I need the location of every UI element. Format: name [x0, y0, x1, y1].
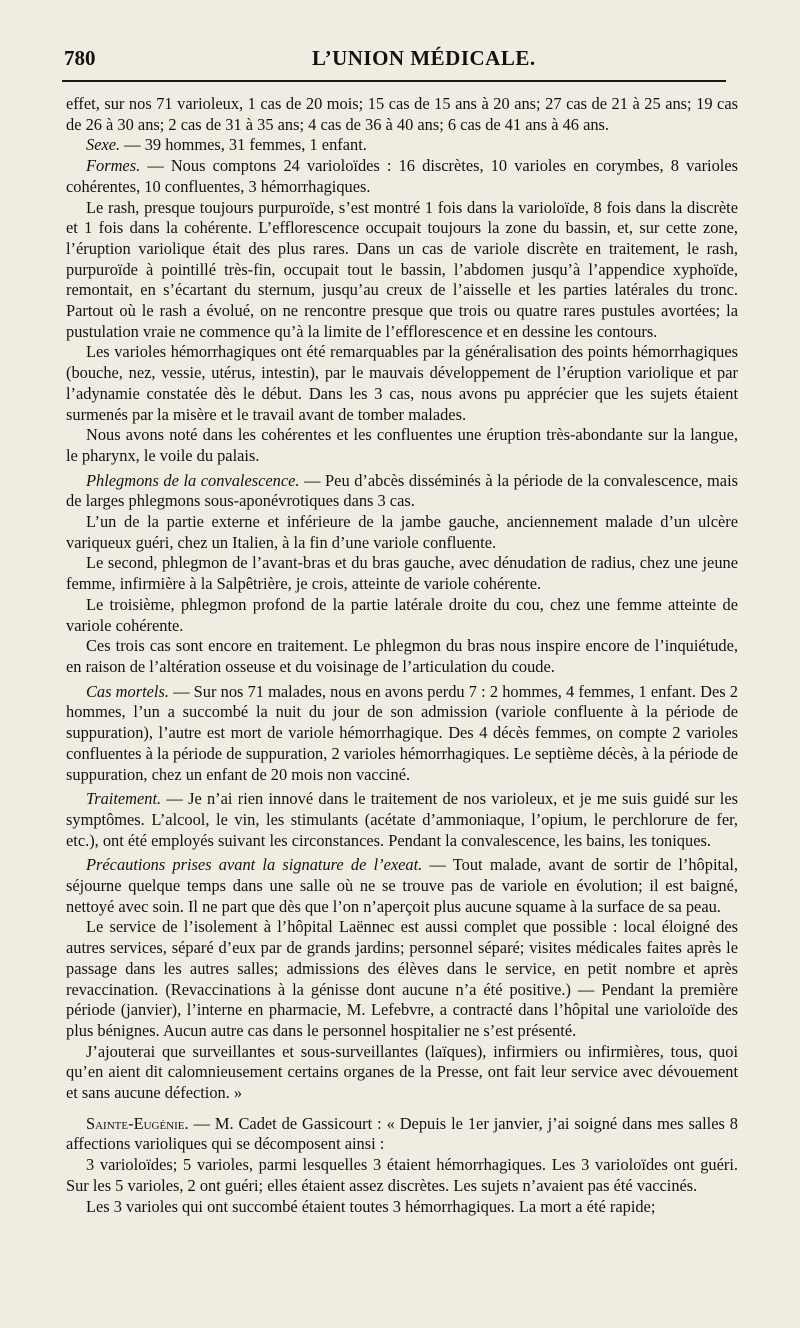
paragraph: J’ajouterai que surveillantes et sous-surveillantes (laïques), infirmiers ou infirmières, tous, quoi qu’en aient dit calomnieusement certains organes de la Presse, ont fait leur service avec dévouement et sans aucune défection. » [66, 1041, 738, 1103]
paragraph: Le troisième, phlegmon profond de la partie latérale droite du cou, chez une femme atteinte de variole cohérente. [66, 594, 738, 635]
paragraph: Précautions prises avant la signature de l’exeat. — Tout malade, avant de sortir de l’hôpital, séjourne quelque temps dans une salle où ne se trouve pas de variole en évolution; il est baigné, nettoyé avec soin. Il ne part que dès que l’on n’aperçoit plus aucune squame à la surface de sa peau. [66, 855, 738, 916]
paragraph: Phlegmons de la convalescence. — Peu d’abcès disséminés à la période de la convalescence, mais de larges phlegmons sous-aponévrotiques dans 3 cas. [66, 470, 739, 511]
paragraph: Formes. — Nous comptons 24 varioloïdes : 16 discrètes, 10 varioles en corymbes, 8 varioles cohérentes, 10 confluentes, 3 hémorrhagiques. [66, 156, 738, 196]
paragraph: Sainte-Eugénie. — M. Cadet de Gassicourt : « Depuis le 1er janvier, j’ai soigné dans mes salles 8 affections varioliques qui se décomposent ainsi : [66, 1113, 738, 1154]
body-text [66, 94, 738, 1217]
paragraph: Ces trois cas sont encore en traitement. Le phlegmon du bras nous inspire encore de l’inquiétude, en raison de l’altération osseuse et du voisinage de l’articulation du coude. [66, 636, 738, 676]
paragraph: Nous avons noté dans les cohérentes et les confluentes une éruption très-abondante sur la langue, le pharynx, le voile du palais. [66, 425, 738, 465]
paragraph: Le second, phlegmon de l’avant-bras et du bras gauche, avec dénudation de radius, chez une jeune femme, infirmière à la Salpêtrière, je crois, atteinte de variole cohérente. [66, 553, 738, 594]
page-number: 780 [64, 46, 96, 70]
page-header [62, 44, 740, 76]
paragraph: Cas mortels. — Sur nos 71 malades, nous en avons perdu 7 : 2 hommes, 4 femmes, 1 enfant. Des 2 hommes, l’un a succombé la nuit du jour de son admission (variole confluente à la période de suppuration), l’autre est mort de variole hémorrhagique. Des 4 décès femmes, on compte 2 varioles confluentes à la période de suppuration, 2 varioles hémorrhagiques. Le septième décès, à la période de suppuration, chez un enfant de 20 mois non vacciné. [66, 681, 738, 784]
paragraph: effet, sur nos 71 varioleux, 1 cas de 20 mois; 15 cas de 15 ans à 20 ans; 27 cas de 21 à 25 ans; 19 cas de 26 à 30 ans; 2 cas de 31 à 35 ans; 4 cas de 36 à 40 ans; 6 cas de 41 ans à 46 ans. [66, 94, 738, 134]
paragraph: Traitement. — Je n’ai rien innové dans le traitement de nos varioleux, et je me suis guidé sur les symptômes. L’alcool, le vin, les stimulants (acétate d’ammoniaque, l’opium, le perchlorure de fer, etc.), ont été employés suivant les circonstances. Pendant la convalescence, les bains, les toniques. [66, 789, 738, 850]
paragraph: Le rash, presque toujours purpuroïde, s’est montré 1 fois dans la varioloïde, 8 fois dans la discrète et 1 fois dans la cohérente. L’efflorescence occupait toujours la zone du bassin, et, sur cette zone, l’éruption variolique était des plus rares. Dans un cas de variole discrète en traitement, le rash, purpuroïde à pointillé très-fin, occupait tout le bassin, l’abdomen jusqu’à l’appendice xyphoïde, remontait, en s’écartant du sternum, jusqu’au creux de l’aisselle et les parties latérales du tronc. Partout où le rash a évolué, on ne rencontre presque que trois ou quatre rares pustules avortées; la pustulation vraie ne commence qu’à la limite de l’efflorescence et en dessine les contours. [66, 197, 738, 341]
paragraph: Les varioles hémorrhagiques ont été remarquables par la généralisation des points hémorrhagiques (bouche, nez, vessie, utérus, intestin), par le mauvais développement de l’éruption variolique et par l’adynamie constatée dès le début. Dans les 3 cas, nous avons pu apprécier que les sujets étaient surmenés par la misère et le travail avant de tomber malades. [66, 342, 738, 424]
header-rule [62, 80, 726, 82]
paragraph: Les 3 varioles qui ont succombé étaient toutes 3 hémorrhagiques. La mort a été rapide; [86, 1196, 656, 1216]
paragraph: Le service de l’isolement à l’hôpital Laënnec est aussi complet que possible : local éloigné des autres services, séparé d’eux par de grands jardins; personnel séparé; visites médicales faites après le passage dans les autres salles; admissions des élèves dans le service, en petit nombre et après revaccination. (Revaccinations à la génisse dont aucune n’a été positive.) — Pendant la première période (janvier), l’interne en pharmacie, M. Lefebvre, a contracté dans l’hôpital une varioloïde des plus bénignes. Aucun autre cas dans le personnel hospitalier ne s’est présenté. [66, 917, 738, 1040]
sainte-eugenie-section [66, 1114, 738, 1218]
paragraph: Sexe. — 39 hommes, 31 femmes, 1 enfant. [86, 135, 367, 155]
journal-title: L’UNION MÉDICALE. [312, 46, 536, 70]
paragraph: L’un de la partie externe et inférieure de la jambe gauche, anciennement malade d’un ulcère variqueux guéri, chez un Italien, à la fin d’une variole confluente. [66, 512, 738, 552]
paragraph: 3 varioloïdes; 5 varioles, parmi lesquelles 3 étaient hémorrhagiques. Les 3 varioloïdes ont guéri. Sur les 5 varioles, 2 ont guéri; elles étaient assez discrètes. Les sujets n’avaient pas été vaccinés. [66, 1155, 738, 1195]
